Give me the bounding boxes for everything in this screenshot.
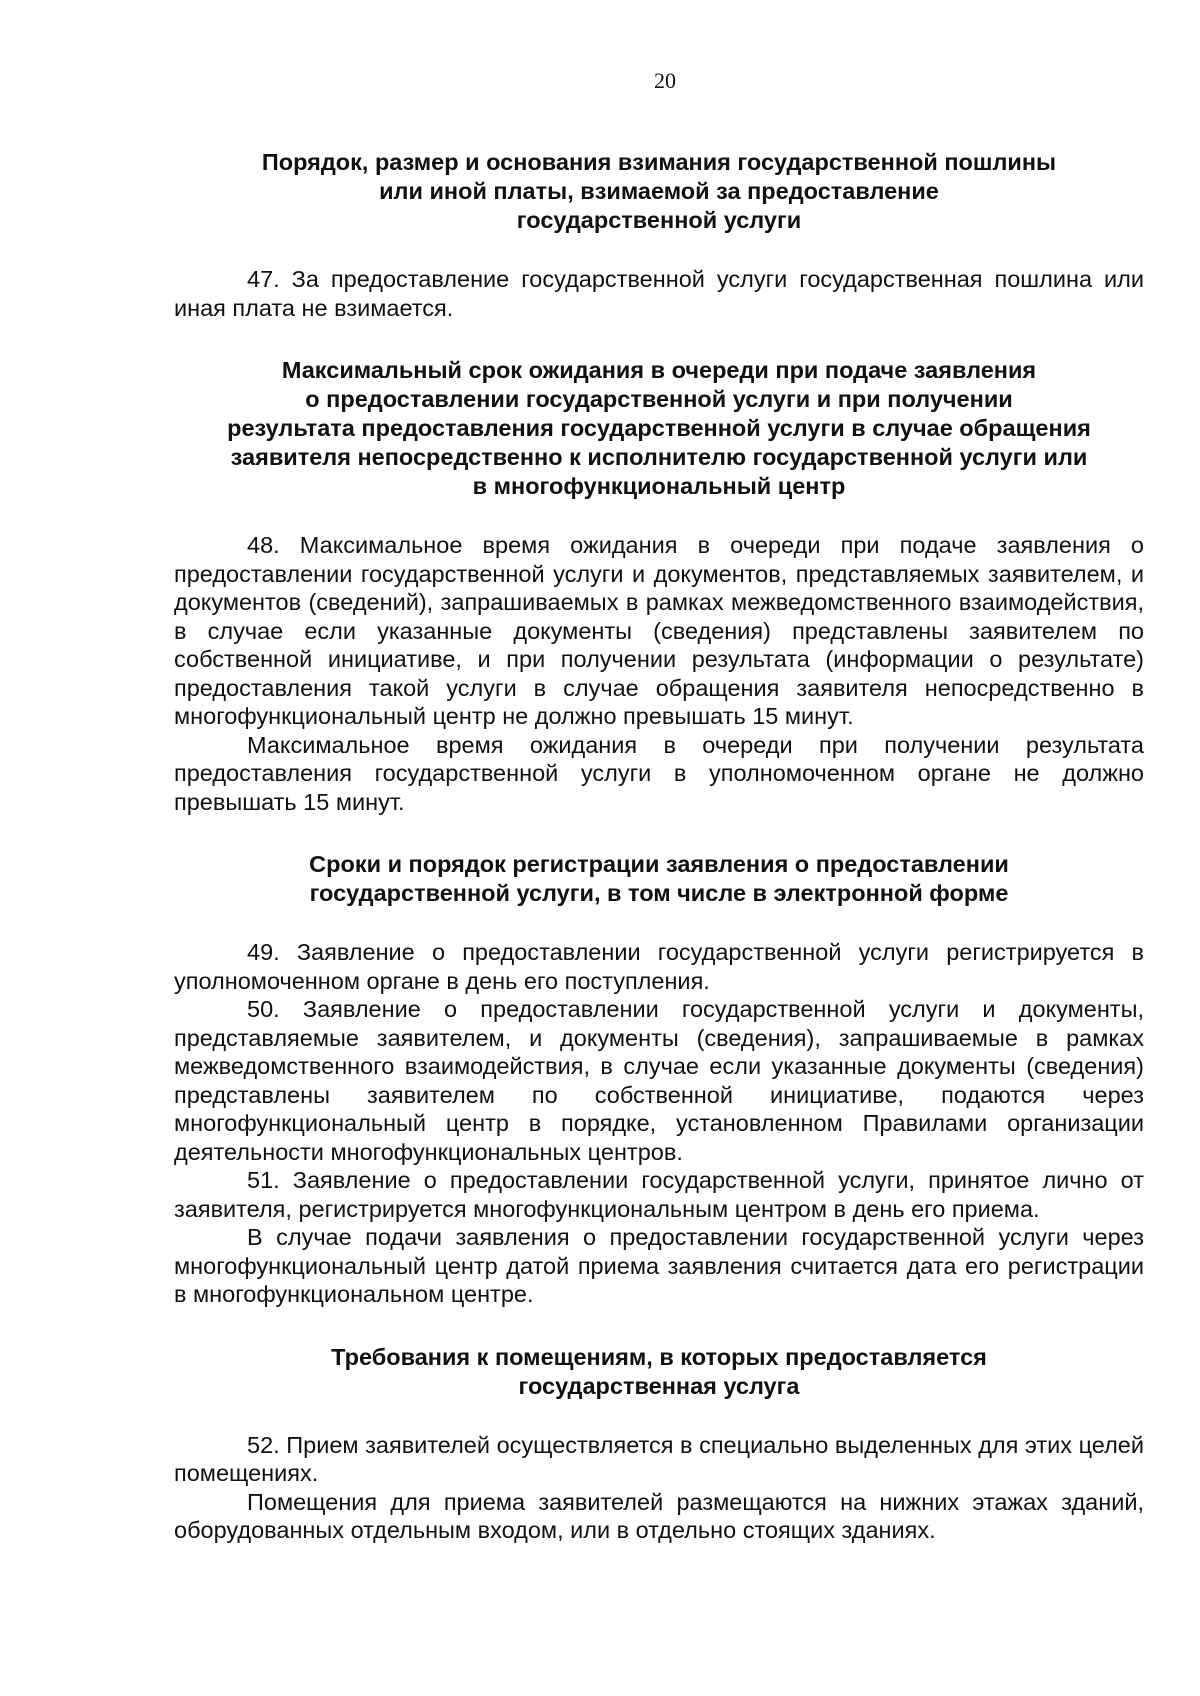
section-heading: Требования к помещениям, в которых предоставляется государственная услуга bbox=[331, 1343, 987, 1399]
paragraph-48-cont: Максимальное время ожидания в очереди при получении результата предоставления государственной услуги в уполномоченном органе не должно превышать 15 минут. bbox=[174, 731, 1144, 815]
paragraph-51-cont: В случае подачи заявления о предоставлении государственной услуги через многофункциональный центр датой приема заявления считается дата его регистрации в многофункциональном центре. bbox=[174, 1224, 1144, 1307]
paragraph-52-cont: Помещения для приема заявителей размещаются на нижних этажах зданий, оборудованных отдельным входом, или в отдельно стоящих зданиях. bbox=[174, 1488, 1144, 1543]
section-registration bbox=[174, 850, 1144, 1309]
paragraph-47: 47. За предоставление государственной услуги государственная пошлина или иная плата не взимается. bbox=[174, 266, 1144, 321]
section-heading: Сроки и порядок регистрации заявления о предоставлении государственной услуги, в том числе в электронной форме bbox=[309, 851, 1009, 906]
paragraph-48: 48. Максимальное время ожидания в очереди при подаче заявления о предоставлении государственной услуги и документов, представляемых заявителем, и документов (сведений), запрашиваемых в рамках межведомственного взаимодействия, в случае если указанные документы (сведения) представлены заявителем по собственной инициативе, и при получении результата (информации о результате) предоставления такой услуги в случае обращения заявителя непосредственно в многофункциональный центр не должно превышать 15 минут. bbox=[174, 532, 1144, 729]
page-number: 20 bbox=[654, 68, 676, 93]
section-state-fee bbox=[174, 148, 1144, 322]
document-body bbox=[174, 148, 1144, 1579]
paragraph-50: 50. Заявление о предоставлении государственной услуги и документы, представляемые заявителем, и документы (сведения), запрашиваемые в рамках межведомственного взаимодействия, в случае если указанные документы (сведения) представлены заявителем по собственной инициативе, подаются через многофункциональный центр в порядке, установленном Правилами организации деятельности многофункциональных центров. bbox=[174, 996, 1144, 1165]
section-heading: Порядок, размер и основания взимания государственной пошлины или иной платы, взимаемой за предоставление государственной услуги bbox=[261, 149, 1057, 233]
section-heading: Максимальный срок ожидания в очереди при подаче заявления о предоставлении государственной услуги и при получении результата предоставления государственной услуги в случае обращения заявителя непосредственно к исполнителю государственной услуги или в многофункциональный центр bbox=[227, 357, 1091, 499]
section-queue-time bbox=[174, 356, 1144, 816]
paragraph-51: 51. Заявление о предоставлении государственной услуги, принятое лично от заявителя, регистрируется многофункциональным центром в день его приема. bbox=[174, 1167, 1144, 1222]
paragraph-52: 52. Прием заявителей осуществляется в специально выделенных для этих целей помещениях. bbox=[174, 1431, 1144, 1486]
paragraph-49: 49. Заявление о предоставлении государственной услуги регистрируется в уполномоченном органе в день его поступления. bbox=[174, 939, 1144, 994]
section-premises bbox=[174, 1343, 1144, 1545]
